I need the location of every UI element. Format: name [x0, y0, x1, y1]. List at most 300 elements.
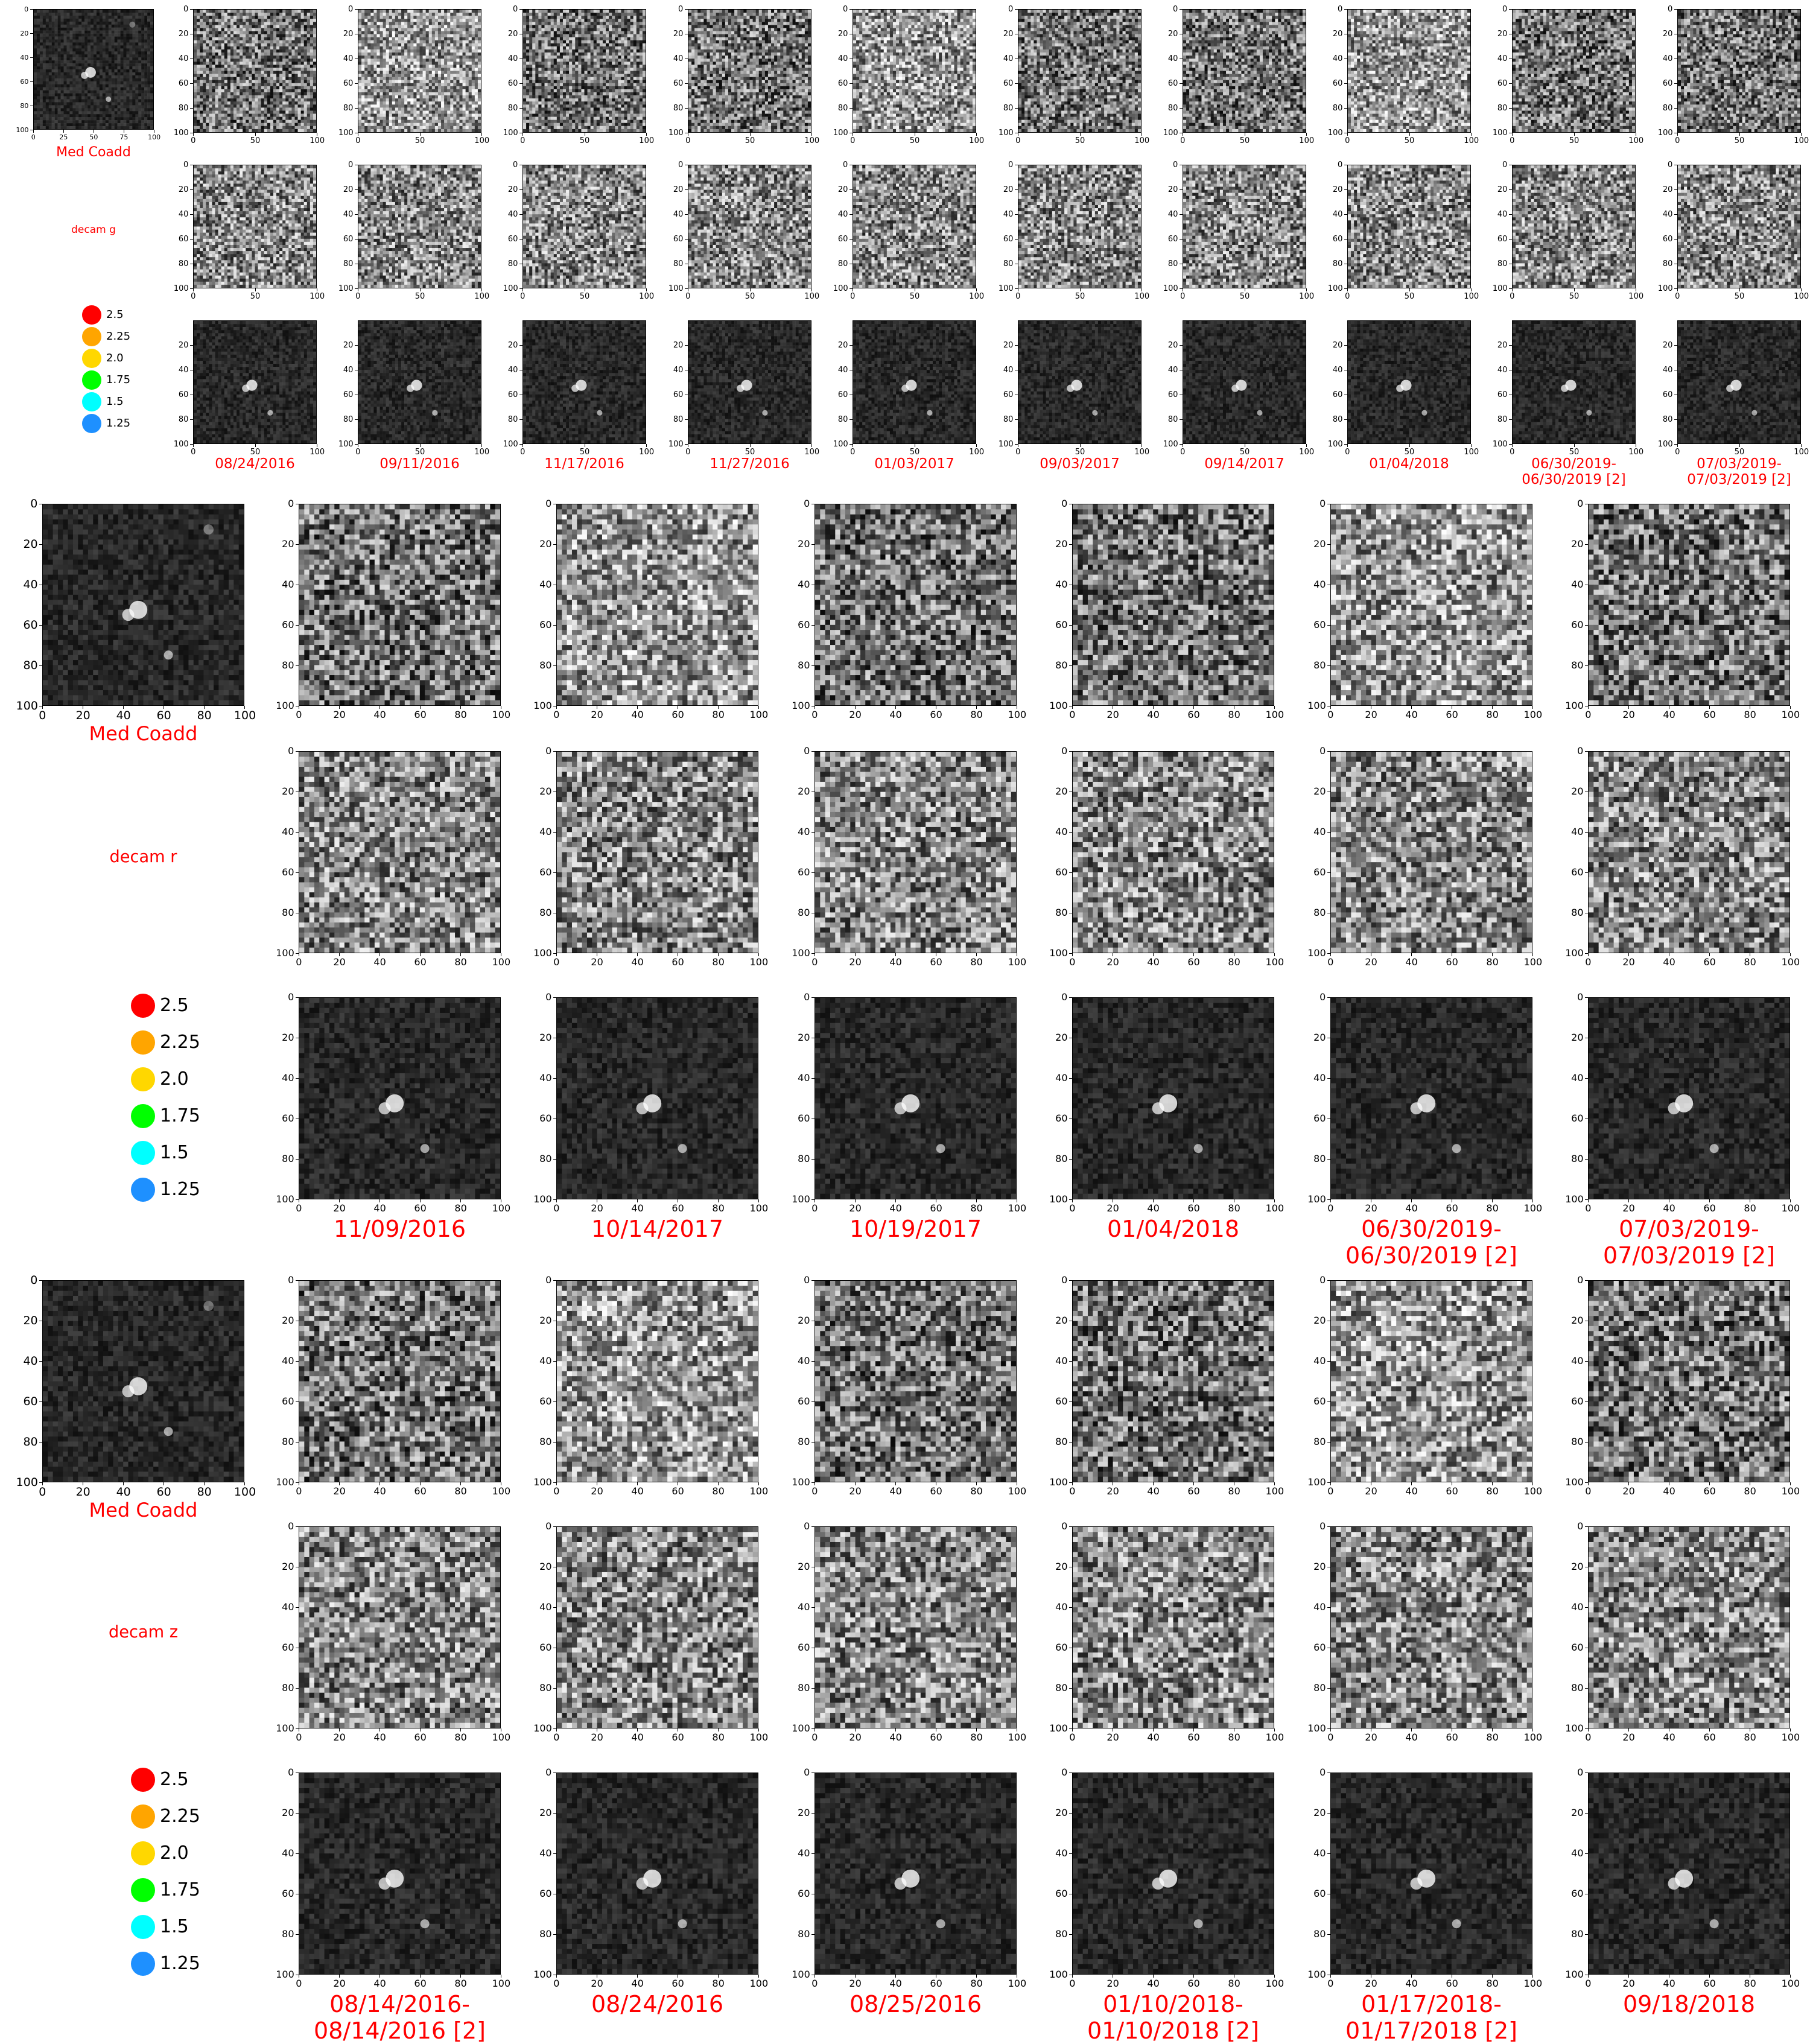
x-tick-label: 80	[1744, 1979, 1756, 1988]
y-tick-label: 20	[838, 186, 848, 194]
y-tick-label: 40	[1055, 1849, 1067, 1858]
difference-cutout	[1330, 1526, 1532, 1728]
x-tick-label: 50	[1075, 293, 1085, 300]
y-tick-mark	[685, 345, 688, 346]
science-cutout	[1330, 504, 1532, 706]
legend-marker	[131, 1178, 155, 1202]
y-tick-label: 80	[23, 660, 37, 671]
x-tick-label: 0	[553, 1733, 559, 1742]
y-tick-label: 20	[508, 186, 518, 194]
y-tick-mark	[1509, 239, 1512, 240]
y-tick-label: 40	[1497, 366, 1508, 374]
y-tick-mark	[296, 1934, 299, 1935]
x-tick-label: 100	[234, 1487, 256, 1498]
band-label: decam g	[33, 224, 154, 236]
y-tick-label: 0	[1319, 746, 1326, 756]
x-tick-label: 80	[712, 1979, 724, 1988]
x-tick-label: 0	[1180, 448, 1185, 456]
y-tick-mark	[30, 33, 33, 34]
y-tick-label: 100	[1049, 1724, 1068, 1733]
x-tick-label: 0	[1327, 1204, 1333, 1213]
legend-label: 2.25	[106, 331, 130, 342]
x-tick-label: 40	[1663, 1979, 1675, 1988]
y-tick-label: 40	[1571, 1602, 1583, 1612]
source-blob	[129, 22, 135, 28]
x-tick-label: 50	[580, 448, 590, 456]
source-blob	[421, 1144, 430, 1153]
x-tick-mark	[193, 133, 194, 136]
y-tick-label: 60	[1313, 1889, 1326, 1899]
y-tick-label: 60	[508, 80, 518, 87]
x-tick-label: 80	[712, 1204, 724, 1213]
y-tick-label: 0	[1577, 746, 1583, 756]
y-tick-label: 100	[1049, 1477, 1068, 1487]
y-tick-label: 40	[343, 55, 354, 63]
y-tick-mark	[1674, 83, 1677, 84]
y-tick-label: 100	[1493, 129, 1508, 137]
y-tick-label: 0	[288, 746, 294, 756]
x-tick-label: 80	[1744, 1204, 1756, 1213]
x-tick-label: 80	[1744, 1487, 1756, 1496]
x-tick-label: 100	[310, 293, 325, 300]
y-tick-mark	[1069, 544, 1072, 545]
x-tick-label: 0	[1510, 137, 1514, 145]
y-tick-mark	[1327, 751, 1330, 752]
x-tick-label: 100	[1266, 1979, 1284, 1988]
source-blob	[1751, 410, 1757, 416]
y-tick-mark	[1069, 1813, 1072, 1814]
y-tick-label: 80	[1313, 661, 1326, 670]
epoch-date-caption: 08/24/2016	[532, 1992, 783, 2018]
x-tick-label: 100	[750, 1733, 769, 1742]
legend-marker	[82, 392, 101, 411]
x-tick-label: 100	[1782, 1204, 1800, 1213]
y-tick-label: 40	[179, 55, 189, 63]
x-tick-label: 100	[1794, 293, 1809, 300]
x-tick-label: 0	[1015, 293, 1020, 300]
difference-cutout	[1588, 1526, 1790, 1728]
y-tick-mark	[685, 288, 688, 289]
y-tick-label: 60	[1497, 80, 1508, 87]
y-tick-label: 40	[539, 827, 551, 837]
x-tick-label: 50	[415, 137, 425, 145]
y-tick-label: 20	[1571, 1316, 1583, 1325]
y-tick-label: 40	[1333, 366, 1343, 374]
x-tick-label: 40	[1147, 1204, 1159, 1213]
y-tick-label: 0	[348, 5, 353, 13]
science-cutout	[1677, 9, 1801, 133]
y-tick-mark	[1015, 288, 1018, 289]
y-tick-label: 100	[792, 1724, 810, 1733]
y-tick-mark	[1069, 832, 1072, 833]
y-tick-label: 40	[539, 580, 551, 589]
y-tick-label: 20	[1663, 186, 1673, 194]
band-label: decam z	[42, 1623, 244, 1642]
y-tick-label: 60	[539, 868, 551, 877]
y-tick-mark	[1674, 214, 1677, 215]
x-tick-label: 40	[373, 1979, 386, 1988]
y-tick-label: 40	[838, 366, 848, 374]
x-tick-mark	[481, 444, 482, 447]
y-tick-mark	[1585, 625, 1588, 626]
y-tick-mark	[1585, 1159, 1588, 1160]
y-tick-label: 20	[539, 1562, 551, 1572]
y-tick-label: 80	[838, 104, 848, 112]
y-tick-label: 60	[1571, 868, 1583, 877]
detection-cutout	[299, 997, 501, 1199]
y-tick-label: 20	[673, 186, 684, 194]
y-tick-mark	[1069, 1607, 1072, 1608]
y-tick-label: 100	[338, 440, 354, 448]
x-tick-label: 20	[76, 1487, 91, 1498]
epoch-date-caption: 09/14/2017	[1158, 456, 1330, 472]
x-tick-mark	[522, 444, 523, 447]
x-tick-label: 0	[520, 137, 525, 145]
y-tick-label: 80	[179, 260, 189, 268]
science-cutout	[1588, 504, 1790, 706]
y-tick-label: 80	[539, 1683, 551, 1693]
x-tick-mark	[1080, 288, 1081, 291]
x-tick-label: 60	[1187, 957, 1199, 967]
detection-cutout	[1588, 1773, 1790, 1975]
y-tick-label: 60	[673, 235, 684, 243]
x-tick-label: 40	[631, 1204, 643, 1213]
detection-cutout	[358, 320, 481, 444]
x-tick-label: 100	[804, 137, 819, 145]
source-blob	[678, 1919, 687, 1928]
y-tick-label: 40	[798, 1073, 810, 1083]
y-tick-mark	[1327, 1401, 1330, 1402]
source-blob	[81, 72, 88, 79]
x-tick-label: 50	[580, 293, 590, 300]
y-tick-label: 60	[1663, 235, 1673, 243]
y-tick-label: 40	[282, 1849, 294, 1858]
y-tick-mark	[1327, 872, 1330, 873]
source-blob	[1194, 1144, 1203, 1153]
x-tick-label: 100	[1524, 1979, 1543, 1988]
y-tick-label: 100	[792, 1477, 810, 1487]
y-tick-label: 100	[1658, 440, 1673, 448]
y-tick-label: 40	[1055, 580, 1067, 589]
x-tick-label: 100	[474, 137, 489, 145]
x-tick-label: 100	[492, 957, 511, 967]
x-tick-mark	[811, 288, 812, 291]
y-tick-mark	[1344, 419, 1347, 420]
y-tick-label: 60	[838, 235, 848, 243]
y-tick-label: 0	[843, 161, 848, 169]
y-tick-label: 60	[1571, 620, 1583, 630]
y-tick-label: 60	[539, 1643, 551, 1652]
y-tick-label: 80	[1313, 1437, 1326, 1447]
y-tick-label: 40	[1313, 1849, 1326, 1858]
y-tick-label: 100	[1307, 701, 1326, 711]
y-tick-label: 80	[1003, 104, 1014, 112]
y-tick-mark	[1327, 1526, 1330, 1527]
y-tick-label: 0	[1577, 499, 1583, 509]
y-tick-label: 20	[1313, 1316, 1326, 1325]
y-tick-label: 60	[1663, 391, 1673, 399]
x-tick-label: 0	[296, 1487, 302, 1496]
epoch-date-caption: 08/25/2016	[790, 1992, 1041, 2018]
difference-cutout	[1018, 165, 1142, 288]
y-tick-label: 40	[20, 54, 28, 61]
epoch-date-caption: 01/04/2018	[1048, 1216, 1298, 1243]
epoch-date-caption: 10/19/2017	[790, 1216, 1041, 1243]
x-tick-label: 20	[849, 1204, 861, 1213]
x-tick-label: 0	[1345, 448, 1350, 456]
x-tick-label: 20	[333, 1979, 345, 1988]
x-tick-label: 80	[1486, 1979, 1498, 1988]
y-tick-label: 20	[1313, 1033, 1326, 1043]
science-cutout	[815, 504, 1017, 706]
x-tick-mark	[1739, 133, 1740, 136]
x-tick-label: 0	[1069, 1204, 1075, 1213]
x-tick-label: 100	[1008, 710, 1027, 720]
y-tick-mark	[1674, 444, 1677, 445]
y-tick-label: 60	[282, 1889, 294, 1899]
y-tick-label: 100	[503, 129, 518, 137]
source-blob	[678, 1144, 687, 1153]
y-tick-mark	[39, 1280, 42, 1281]
y-tick-label: 0	[288, 1275, 294, 1285]
y-tick-label: 20	[838, 341, 848, 349]
y-tick-mark	[1069, 1280, 1072, 1281]
y-tick-label: 100	[338, 129, 354, 137]
x-tick-label: 50	[415, 293, 425, 300]
epoch-date-caption: 11/27/2016	[664, 456, 836, 472]
y-tick-mark	[1327, 953, 1330, 954]
y-tick-mark	[685, 419, 688, 420]
y-tick-mark	[1585, 1526, 1588, 1527]
y-tick-label: 20	[343, 186, 354, 194]
source-blob	[432, 410, 437, 416]
x-tick-label: 20	[849, 1733, 861, 1742]
y-tick-label: 40	[1571, 580, 1583, 589]
x-tick-label: 80	[1228, 1979, 1240, 1988]
x-tick-label: 60	[1703, 1204, 1715, 1213]
y-tick-mark	[1015, 214, 1018, 215]
x-tick-label: 60	[1446, 957, 1458, 967]
x-tick-label: 0	[1327, 1733, 1333, 1742]
source-blob	[597, 410, 602, 416]
y-tick-label: 20	[343, 30, 354, 38]
x-tick-label: 0	[1585, 710, 1591, 720]
y-tick-mark	[519, 214, 522, 215]
y-tick-mark	[1585, 953, 1588, 954]
med-coadd-image	[42, 504, 244, 706]
y-tick-label: 80	[1571, 1929, 1583, 1939]
epoch-date-caption: 01/03/2017	[828, 456, 1000, 472]
science-cutout	[193, 9, 317, 133]
y-tick-label: 100	[833, 129, 848, 137]
x-tick-label: 20	[76, 710, 91, 722]
y-tick-label: 80	[1497, 104, 1508, 112]
source-blob	[421, 1919, 430, 1928]
y-tick-label: 80	[282, 1437, 294, 1447]
detection-cutout	[1512, 320, 1636, 444]
x-tick-label: 80	[454, 1487, 466, 1496]
x-tick-mark	[976, 444, 977, 447]
y-tick-label: 20	[1663, 30, 1673, 38]
y-tick-label: 40	[838, 211, 848, 218]
y-tick-mark	[1327, 1442, 1330, 1443]
x-tick-label: 60	[1446, 1979, 1458, 1988]
y-tick-label: 0	[545, 1275, 551, 1285]
legend-marker	[131, 1030, 155, 1055]
x-tick-label: 60	[1703, 1487, 1715, 1496]
y-tick-mark	[811, 997, 815, 998]
y-tick-label: 80	[1663, 260, 1673, 268]
y-tick-mark	[1344, 83, 1347, 84]
x-tick-label: 80	[1486, 710, 1498, 720]
y-tick-label: 20	[798, 1033, 810, 1043]
x-tick-label: 60	[414, 1204, 426, 1213]
x-tick-mark	[1306, 288, 1307, 291]
y-tick-mark	[1180, 83, 1183, 84]
y-tick-label: 0	[1319, 1768, 1326, 1777]
x-tick-label: 0	[355, 448, 360, 456]
x-tick-label: 20	[333, 1487, 345, 1496]
difference-cutout	[358, 165, 481, 288]
y-tick-label: 0	[1668, 161, 1672, 169]
y-tick-label: 60	[1333, 80, 1343, 87]
x-tick-label: 0	[1069, 1979, 1075, 1988]
x-tick-mark	[1574, 133, 1575, 136]
y-tick-mark	[30, 57, 33, 58]
y-tick-mark	[355, 9, 358, 10]
x-tick-mark	[1739, 288, 1740, 291]
y-tick-label: 0	[1061, 499, 1067, 509]
y-tick-label: 60	[282, 1114, 294, 1123]
y-tick-mark	[1327, 665, 1330, 666]
x-tick-label: 0	[553, 710, 559, 720]
y-tick-mark	[519, 239, 522, 240]
x-tick-label: 0	[1015, 448, 1020, 456]
y-tick-mark	[1069, 1199, 1072, 1200]
y-tick-label: 80	[508, 416, 518, 424]
y-tick-label: 100	[1049, 701, 1068, 711]
x-tick-label: 20	[1365, 1979, 1377, 1988]
epoch-date-caption: 06/30/2019- 06/30/2019 [2]	[1488, 456, 1660, 488]
x-tick-label: 25	[59, 134, 68, 141]
y-tick-mark	[553, 1934, 556, 1935]
science-cutout	[556, 1280, 758, 1482]
y-tick-label: 0	[183, 5, 188, 13]
y-tick-mark	[811, 1934, 815, 1935]
y-tick-label: 40	[1663, 366, 1673, 374]
y-tick-label: 80	[1571, 1437, 1583, 1447]
y-tick-label: 40	[1055, 1602, 1067, 1612]
x-tick-label: 50	[1075, 448, 1085, 456]
y-tick-label: 40	[798, 580, 810, 589]
y-tick-label: 20	[1571, 1808, 1583, 1818]
x-tick-label: 20	[591, 1204, 603, 1213]
y-tick-label: 80	[673, 260, 684, 268]
x-tick-label: 50	[1240, 293, 1250, 300]
y-tick-label: 40	[1003, 366, 1014, 374]
epoch-date-caption: 11/09/2016	[275, 1216, 525, 1243]
x-tick-label: 80	[1228, 710, 1240, 720]
y-tick-label: 60	[673, 80, 684, 87]
x-tick-label: 100	[148, 134, 160, 141]
y-tick-label: 100	[1163, 285, 1178, 293]
detection-cutout	[1072, 1773, 1274, 1975]
y-tick-label: 0	[1502, 5, 1507, 13]
y-tick-mark	[1069, 1442, 1072, 1443]
x-tick-label: 40	[1405, 957, 1417, 967]
y-tick-mark	[296, 1853, 299, 1854]
y-tick-mark	[1180, 108, 1183, 109]
y-tick-mark	[296, 544, 299, 545]
x-tick-label: 100	[639, 137, 654, 145]
y-tick-mark	[296, 872, 299, 873]
x-tick-label: 100	[474, 448, 489, 456]
y-tick-mark	[1585, 1078, 1588, 1079]
y-tick-label: 60	[798, 1397, 810, 1406]
y-tick-label: 80	[539, 661, 551, 670]
y-tick-mark	[1180, 444, 1183, 445]
y-tick-label: 100	[276, 1970, 294, 1979]
y-tick-label: 80	[1055, 1683, 1067, 1693]
y-tick-mark	[355, 189, 358, 190]
x-tick-mark	[255, 444, 256, 447]
y-tick-label: 60	[1003, 235, 1014, 243]
x-tick-label: 20	[1365, 957, 1377, 967]
x-tick-label: 60	[157, 710, 171, 722]
y-tick-label: 80	[343, 260, 354, 268]
y-tick-label: 80	[1497, 416, 1508, 424]
difference-cutout	[1588, 751, 1790, 953]
legend-marker	[82, 327, 101, 346]
x-tick-label: 40	[889, 1979, 901, 1988]
x-tick-label: 60	[1446, 1733, 1458, 1742]
y-tick-mark	[685, 83, 688, 84]
x-tick-mark	[1347, 288, 1348, 291]
x-tick-label: 0	[296, 1204, 302, 1213]
x-tick-label: 20	[591, 1733, 603, 1742]
y-tick-mark	[1180, 345, 1183, 346]
y-tick-mark	[1585, 1813, 1588, 1814]
y-tick-label: 40	[343, 366, 354, 374]
x-tick-label: 20	[849, 710, 861, 720]
x-tick-label: 50	[250, 137, 261, 145]
y-tick-label: 100	[1049, 948, 1068, 958]
x-tick-label: 100	[492, 1204, 511, 1213]
y-tick-label: 20	[508, 30, 518, 38]
y-tick-label: 60	[1333, 391, 1343, 399]
y-tick-label: 20	[23, 1315, 37, 1327]
detection-cutout	[556, 997, 758, 1199]
x-tick-label: 20	[1107, 957, 1119, 967]
x-tick-mark	[420, 444, 421, 447]
x-tick-label: 80	[454, 1204, 466, 1213]
x-tick-label: 20	[1365, 1733, 1377, 1742]
y-tick-label: 100	[792, 1195, 810, 1204]
y-tick-mark	[1015, 83, 1018, 84]
y-tick-mark	[1327, 625, 1330, 626]
x-tick-label: 50	[1075, 137, 1085, 145]
y-tick-label: 20	[1571, 1033, 1583, 1043]
y-tick-mark	[355, 345, 358, 346]
y-tick-label: 0	[804, 1522, 810, 1531]
x-tick-label: 100	[1134, 293, 1149, 300]
y-tick-label: 100	[1307, 948, 1326, 958]
y-tick-label: 20	[1055, 1562, 1067, 1572]
x-tick-label: 80	[970, 1733, 982, 1742]
y-tick-label: 20	[23, 539, 37, 550]
x-tick-label: 0	[296, 1733, 302, 1742]
y-tick-label: 100	[533, 1970, 552, 1979]
